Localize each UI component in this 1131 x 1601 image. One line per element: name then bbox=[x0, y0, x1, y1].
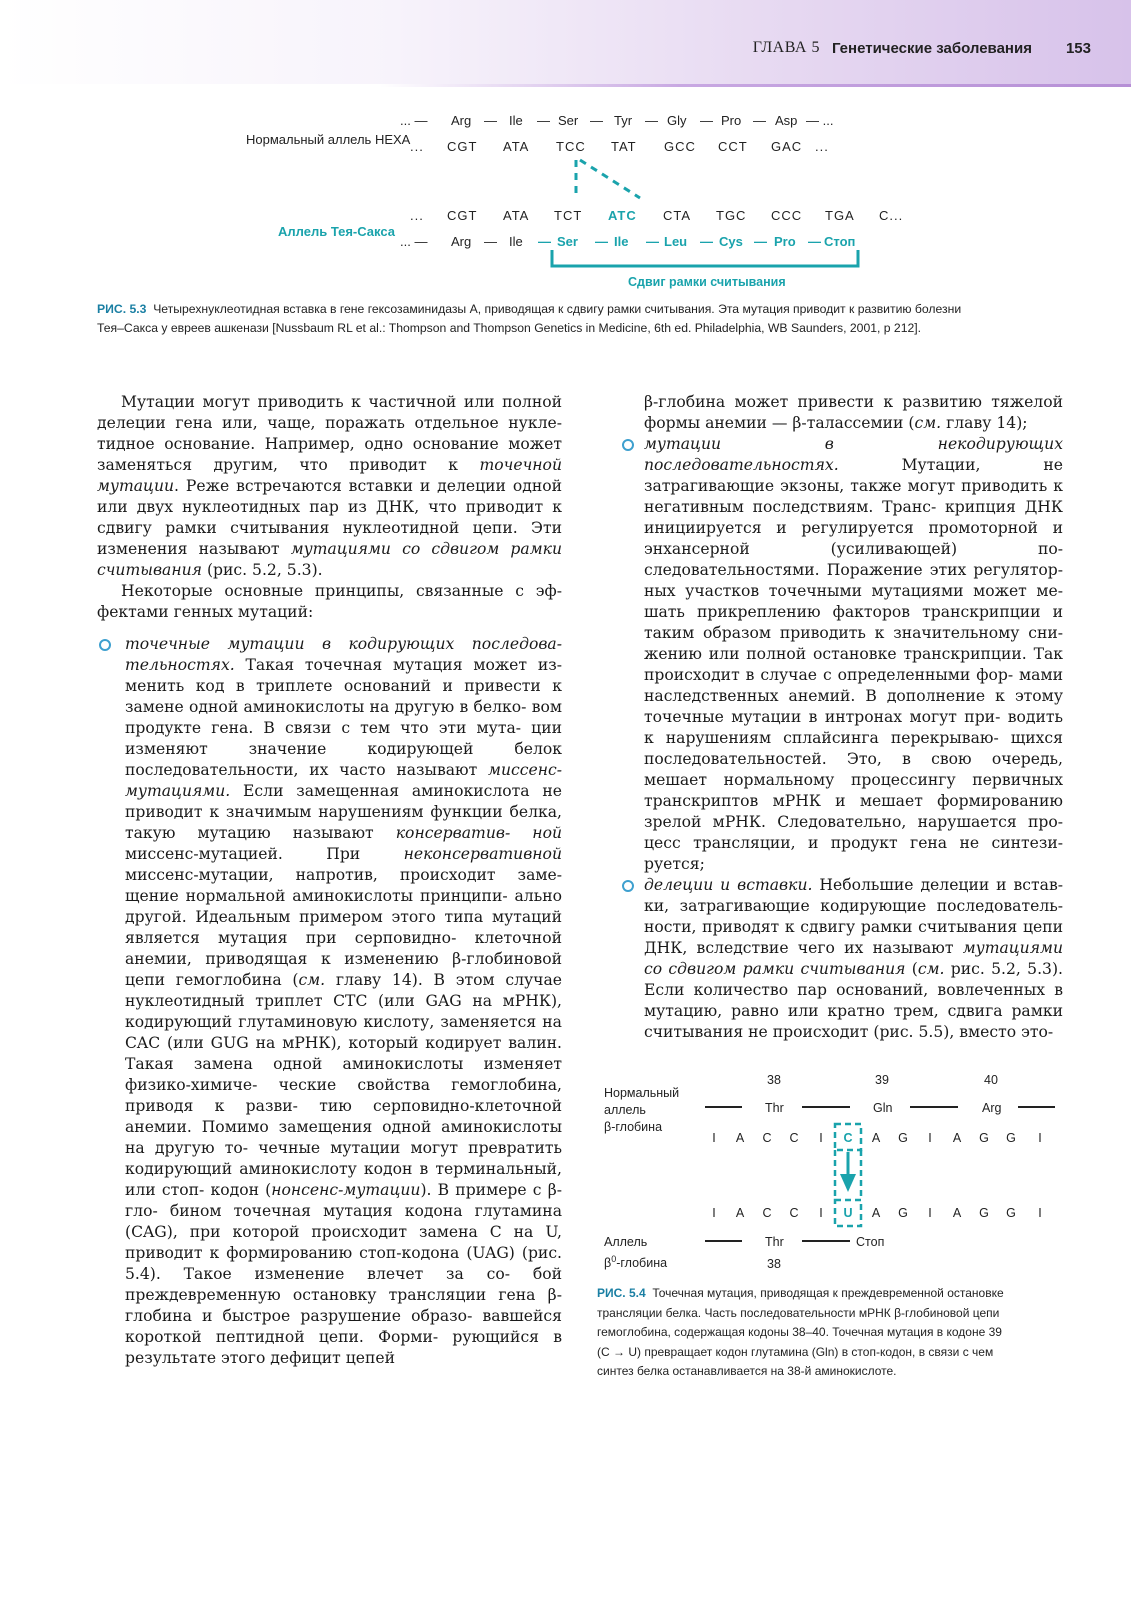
normal-aa-12: — bbox=[753, 113, 766, 128]
caption-5-4-line1 bbox=[597, 1284, 1067, 1304]
fig54-mutant-sequence bbox=[712, 1206, 1041, 1220]
insertion-diagonal-dash bbox=[580, 160, 640, 198]
fig54-normal-label-line1: Нормальный bbox=[604, 1086, 680, 1100]
normal-codon-1: CGT bbox=[447, 139, 478, 154]
tay-codon-2: ATA bbox=[503, 208, 530, 223]
tay-codon-8: TGA bbox=[825, 208, 855, 223]
paragraph-2: Некоторые основные принципы, связанные с эф- фектами генных мутаций: bbox=[97, 582, 562, 621]
caption-5-3-line2: Тея–Сакса у евреев ашкенази [Nussbaum RL et al.: Thompson and Thompson Genetics in Medicine, 6th ed. Philadelphia, WB Saunders, 2001, p 212]. bbox=[97, 321, 922, 335]
tay-aa-9: Leu bbox=[664, 234, 688, 249]
tay-aa-5: Ser bbox=[557, 234, 578, 249]
fig54-ns-1: A bbox=[735, 1131, 745, 1145]
chapter-label: ГЛАВА 5 bbox=[752, 39, 820, 56]
fig54-mutant-codon-38: 38 bbox=[767, 1257, 781, 1271]
fig54-ms-7: G bbox=[898, 1206, 908, 1220]
bullet-point-mutations: точечные мутации в кодирующих последова- тельностях. Такая точечная мутация может из- менить код в триплете оснований и привести к замене одной аминокислоты на другую в белко- вом продукте гена. В связи с тем что эти мута- ции изменяют значение кодирующей белок последовательности, их часто называют миссенс- мутациями. Если замещенная аминокислота не приводит к значимым нарушениям функции белка, такую мутацию называют консерватив- ной миссенс-мутацией. При неконсервативной миссенс-мутации, напротив, происходит заме- щение нормальной аминокислоты принципи- ально другой. Идеальным примером этого типа мутаций является мутация при серповидно- клеточной анемии, приводящая к изменению β-глобиновой цепи гемоглобина (см. главу 14). В этом случае нуклеотидный триплет CTC (или GAG на мРНК), кодирующий глутаминовую кислоту, заменяется на CAC (или GUG на мРНК), который кодирует валин. Такая замена одной аминокислоты изменяет физико-химиче- ческие свойства гемоглобина, приводя к разви- тию серповидно-клеточной анемии. Помимо замещения одной аминокислоты на другую то- чечные мутации могут превратить кодирующий аминокислоту кодон в терминальный, или стоп- кодон (нонсенс-мутации). В примере с β-гло- бином точечная мутация кодона глутамина (CAG), при которой происходит замена C на U, приводит к формированию стоп-кодона (UAG) (рис. 5.4). Такое изменение влечет за со- бой преждевременную остановку трансляции гена β-глобина и быстрое разрушение образо- вавшейся короткой пептидной цепи. Форми- рующийся в результате этого дефицит цепей bbox=[97, 634, 562, 1369]
tay-codon-0: ... bbox=[410, 208, 424, 223]
normal-aa-0: ... — bbox=[400, 113, 428, 128]
fig54-ms-9: A bbox=[952, 1206, 962, 1220]
caption-5-4-number: РИС. 5.4 bbox=[597, 1286, 646, 1300]
caption-5-3-line1 bbox=[97, 300, 1077, 319]
tay-codon-5: CTA bbox=[663, 208, 692, 223]
normal-codon-7: GAC bbox=[771, 139, 803, 154]
normal-aa-2: — bbox=[484, 113, 497, 128]
caption-5-3-text1: Четырехнуклеотидная вставка в гене гексозаминидазы А, приводящая к сдвигу рамки считывания. Эта мутация приводит к развитию болезни bbox=[153, 302, 962, 316]
fig54-ns-11: G bbox=[1006, 1131, 1016, 1145]
paragraph-1: Мутации могут приводить к частичной или полной делеции гена или, чаще, поражать отдельное нукле- тидное основание. Например, одно основание может заменяться другим, что приводит к точечной мутации. Реже встречаются вставки и делеции одной или двух нуклеотидных пар из ДНК, что приводит к сдвигу рамки считывания нуклеотидной цепи. Эти изменения называют мутациями со сдвигом рамки считывания (рис. 5.2, 5.3). bbox=[97, 393, 562, 579]
running-header bbox=[753, 38, 1091, 58]
figure-5-4-diagram bbox=[690, 1060, 1070, 1280]
tay-codon-1: CGT bbox=[447, 208, 478, 223]
fig54-arrow-head bbox=[840, 1174, 856, 1192]
tay-aa-10: — bbox=[700, 234, 713, 249]
frameshift-bracket bbox=[552, 250, 858, 266]
normal-codon-4: TAT bbox=[611, 139, 637, 154]
frameshift-label: Сдвиг рамки считывания bbox=[628, 275, 786, 289]
normal-aa-3: Ile bbox=[509, 113, 523, 128]
continued-text: β-глобина может привести к развитию тяжелой формы анемии — β-талассемии (см. главу 14); bbox=[644, 393, 1063, 432]
fig54-normal-aa bbox=[765, 1101, 1002, 1115]
tay-aa-7: Ile bbox=[614, 234, 629, 249]
normal-aa-9: Gly bbox=[667, 113, 687, 128]
fig54-ns-9: A bbox=[952, 1131, 962, 1145]
normal-aa-row bbox=[400, 113, 833, 128]
normal-codon-2: ATA bbox=[503, 139, 530, 154]
tay-aa-8: — bbox=[646, 234, 659, 249]
fig54-ns-5-c: C bbox=[843, 1131, 853, 1145]
insertion-markers bbox=[576, 160, 640, 198]
fig54-mutant-aa-thr: Thr bbox=[765, 1235, 784, 1249]
bullet-noncoding-mutations: мутации в некодирующих последовательностях. Мутации, не затрагивающие экзоны, также могут приводить к негативным последствиям. Транс- крипция ДНК инициируется и регулируется промоторной и энхансерной (усиливающей) по- следовательностями. Поражение этих регулятор- ных участков точечными мутациями может ме- шать прикреплению факторов транскрипции и таким образом приводить к значительному сни- жению или полной остановке транскрипции. Так происходит в случае с определенными фор- мами наследственных анемий. В дополнение к этому точечные мутации в интронах могут при- водить к нарушениям сплайсинга перекрываю- щихся последовательностей. Это, в свою очередь, мешает нормальному процессингу первичных транскриптов мРНК и мешает формированию зрелой мРНК. Следовательно, нарушается про- цесс трансляции, и продукт гена не синтези- руется; bbox=[620, 434, 1063, 875]
fig54-ms-12: I bbox=[1038, 1206, 1042, 1220]
figure-5-4-caption bbox=[597, 1284, 1067, 1382]
fig54-ms-0: I bbox=[712, 1206, 716, 1220]
normal-codon-5: GCC bbox=[664, 139, 696, 154]
fig54-ns-12: I bbox=[1038, 1131, 1042, 1145]
fig54-codon-numbers bbox=[767, 1073, 998, 1087]
fig54-mutant-label-line2: $\beta^0$-глобина bbox=[604, 1254, 668, 1271]
figure-5-3-diagram bbox=[0, 100, 1131, 300]
tay-aa-12: — bbox=[754, 234, 767, 249]
fig54-normal-aa-gln: Gln bbox=[873, 1101, 893, 1115]
figure-5-3-caption bbox=[97, 300, 1077, 338]
tay-aa-2: — bbox=[484, 234, 497, 249]
normal-aa-10: — bbox=[700, 113, 713, 128]
fig54-ns-7: G bbox=[898, 1131, 908, 1145]
tay-aa-row bbox=[400, 234, 855, 249]
fig54-ms-5-u: U bbox=[843, 1206, 853, 1220]
normal-aa-6: — bbox=[590, 113, 603, 128]
tay-aa-11: Cys bbox=[719, 234, 743, 249]
fig54-codon-40: 40 bbox=[984, 1073, 998, 1087]
normal-aa-14: — ... bbox=[806, 113, 834, 128]
fig54-ms-10: G bbox=[979, 1206, 989, 1220]
tay-aa-6: — bbox=[595, 234, 608, 249]
caption-5-4-line5: синтез белка останавливается на 38-й аминокислоте. bbox=[597, 1364, 897, 1378]
caption-5-4-line4: (C → U) превращает кодон глутамина (Gln) в стоп-кодон, в связи с чем bbox=[597, 1344, 994, 1359]
normal-aa-7: Tyr bbox=[614, 113, 633, 128]
tay-aa-14: — bbox=[808, 234, 821, 249]
normal-aa-8: — bbox=[645, 113, 658, 128]
fig54-ns-6: A bbox=[871, 1131, 881, 1145]
fig54-ms-8: I bbox=[928, 1206, 932, 1220]
fig54-normal-sequence bbox=[712, 1131, 1041, 1145]
normal-codon-8: ... bbox=[815, 139, 829, 154]
fig54-normal-label-line2: аллель bbox=[604, 1103, 646, 1117]
fig54-ns-3: C bbox=[789, 1131, 799, 1145]
caption-5-4-text1: Точечная мутация, приводящая к преждевременной остановке bbox=[652, 1286, 1004, 1300]
fig54-ms-4: I bbox=[819, 1206, 823, 1220]
fig54-codon-39: 39 bbox=[875, 1073, 889, 1087]
caption-5-4-line3: гемоглобина, содержащая кодоны 38–40. Точечная мутация в кодоне 39 bbox=[597, 1325, 1002, 1339]
left-column bbox=[97, 392, 562, 1369]
normal-codon-3: TCC bbox=[556, 139, 586, 154]
fig54-mutant-label-line1: Аллель bbox=[604, 1235, 648, 1249]
bullet-deletions-insertions: делеции и вставки. Небольшие делеции и встав- ки, затрагивающие кодирующие последователь- ности, приводят к сдвигу рамки считывания цепи ДНК, вследствие чего их называют мутациями со сдвигом рамки считывания (см. рис. 5.2, 5.3). Если количество пар оснований, вовлеченных в мутацию, равно или кратно трем, сдвига рамки считывания не происходит (рис. 5.5), вместо это- bbox=[620, 875, 1063, 1043]
tay-sachs-allele-label: Аллель Тея-Сакса bbox=[278, 224, 395, 239]
fig54-ns-0: I bbox=[712, 1131, 716, 1145]
tay-aa-0: ... — bbox=[400, 234, 428, 249]
normal-codon-row bbox=[410, 139, 829, 154]
normal-aa-1: Arg bbox=[451, 113, 472, 128]
fig54-mutant-aa-stop: Стоп bbox=[856, 1235, 885, 1249]
fig54-normal-label-line3: β-глобина bbox=[604, 1120, 663, 1134]
tay-codon-9: C... bbox=[879, 208, 904, 223]
fig54-ns-8: I bbox=[928, 1131, 932, 1145]
fig54-normal-aa-arg: Arg bbox=[982, 1101, 1002, 1115]
fig54-ms-2: C bbox=[762, 1206, 772, 1220]
fig54-ns-4: I bbox=[819, 1131, 823, 1145]
fig54-ms-11: G bbox=[1006, 1206, 1016, 1220]
tay-codon-7: CCC bbox=[771, 208, 803, 223]
fig54-normal-aa-thr: Thr bbox=[765, 1101, 784, 1115]
tay-codon-4-inserted: ATC bbox=[608, 208, 637, 223]
tay-codon-3: TCT bbox=[554, 208, 583, 223]
bullet-list-left bbox=[97, 634, 562, 1369]
tay-codon-row bbox=[410, 208, 903, 223]
fig54-codon-38: 38 bbox=[767, 1073, 781, 1087]
tay-aa-3: Ile bbox=[509, 234, 523, 249]
tay-aa-4: — bbox=[538, 234, 551, 249]
page-number: 153 bbox=[1065, 39, 1091, 57]
normal-allele-label: Нормальный аллель HEXA bbox=[246, 132, 411, 147]
bullet-list-right bbox=[620, 434, 1063, 1043]
chapter-title: Генетические заболевания bbox=[831, 39, 1032, 57]
fig54-ms-6: A bbox=[871, 1206, 881, 1220]
normal-aa-4: — bbox=[537, 113, 550, 128]
tay-aa-13: Pro bbox=[774, 234, 796, 249]
fig54-ns-2: C bbox=[762, 1131, 772, 1145]
right-column bbox=[620, 392, 1063, 1043]
fig54-ms-1: A bbox=[735, 1206, 745, 1220]
normal-codon-6: CCT bbox=[718, 139, 748, 154]
header-rule bbox=[380, 84, 1131, 87]
caption-5-3-number: РИС. 5.3 bbox=[97, 302, 147, 316]
normal-aa-5: Ser bbox=[558, 113, 579, 128]
fig54-ns-10: G bbox=[979, 1131, 989, 1145]
fig54-ms-3: C bbox=[789, 1206, 799, 1220]
tay-aa-15-stop: Стоп bbox=[824, 234, 856, 249]
tay-codon-6: TGC bbox=[716, 208, 747, 223]
normal-aa-13: Asp bbox=[775, 113, 798, 128]
caption-5-4-line2: трансляции белка. Часть последовательности мРНК β-глобиновой цепи bbox=[597, 1305, 1000, 1320]
normal-aa-11: Pro bbox=[721, 113, 742, 128]
tay-aa-1: Arg bbox=[451, 234, 472, 249]
fig54-mutant-allele-label bbox=[604, 1234, 667, 1272]
fig54-normal-allele-label bbox=[604, 1085, 679, 1136]
normal-codon-0: ... bbox=[410, 139, 424, 154]
